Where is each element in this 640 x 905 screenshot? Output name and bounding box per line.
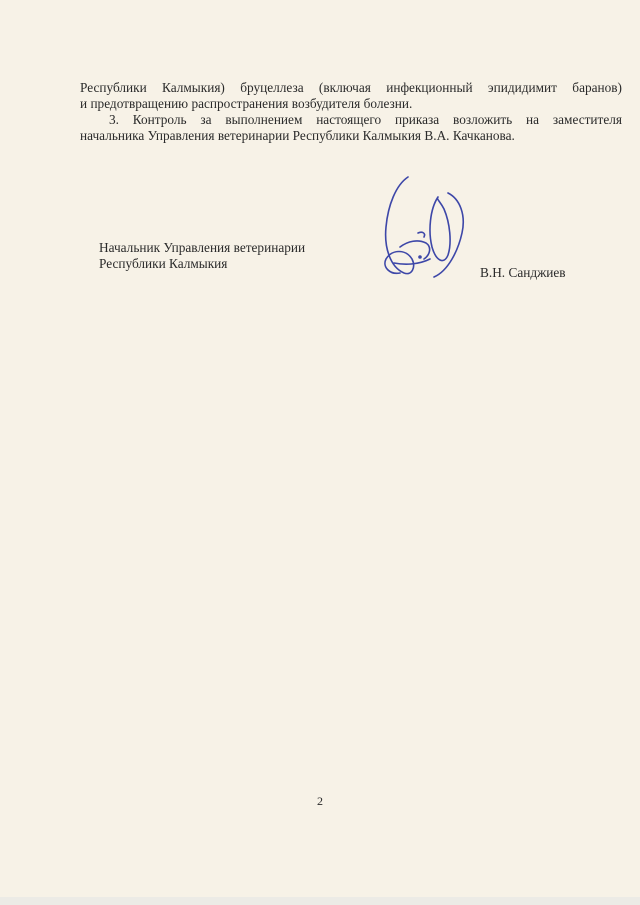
page-number: 2 — [317, 794, 323, 808]
signatory-title-line-1: Начальник Управления ветеринарии — [99, 240, 306, 255]
document-body — [80, 80, 622, 144]
paragraph-line-2: и предотвращению распространения возбудителя болезни. — [80, 96, 413, 111]
item-3-line-1: 3. Контроль за выполнением настоящего приказа возложить на заместителя — [109, 112, 622, 127]
scan-edge — [0, 897, 640, 905]
signatory-title — [99, 240, 305, 272]
paragraph-line-1: Республики Калмыкия) бруцеллеза (включая инфекционный эпидидимит баранов) — [80, 80, 622, 95]
signatory-name: В.Н. Санджиев — [480, 265, 566, 280]
signatory-title-line-2: Республики Калмыкия — [99, 256, 228, 271]
item-3-line-2: начальника Управления ветеринарии Республики Калмыкия В.А. Качканова. — [80, 128, 515, 143]
signature-icon — [378, 175, 473, 285]
